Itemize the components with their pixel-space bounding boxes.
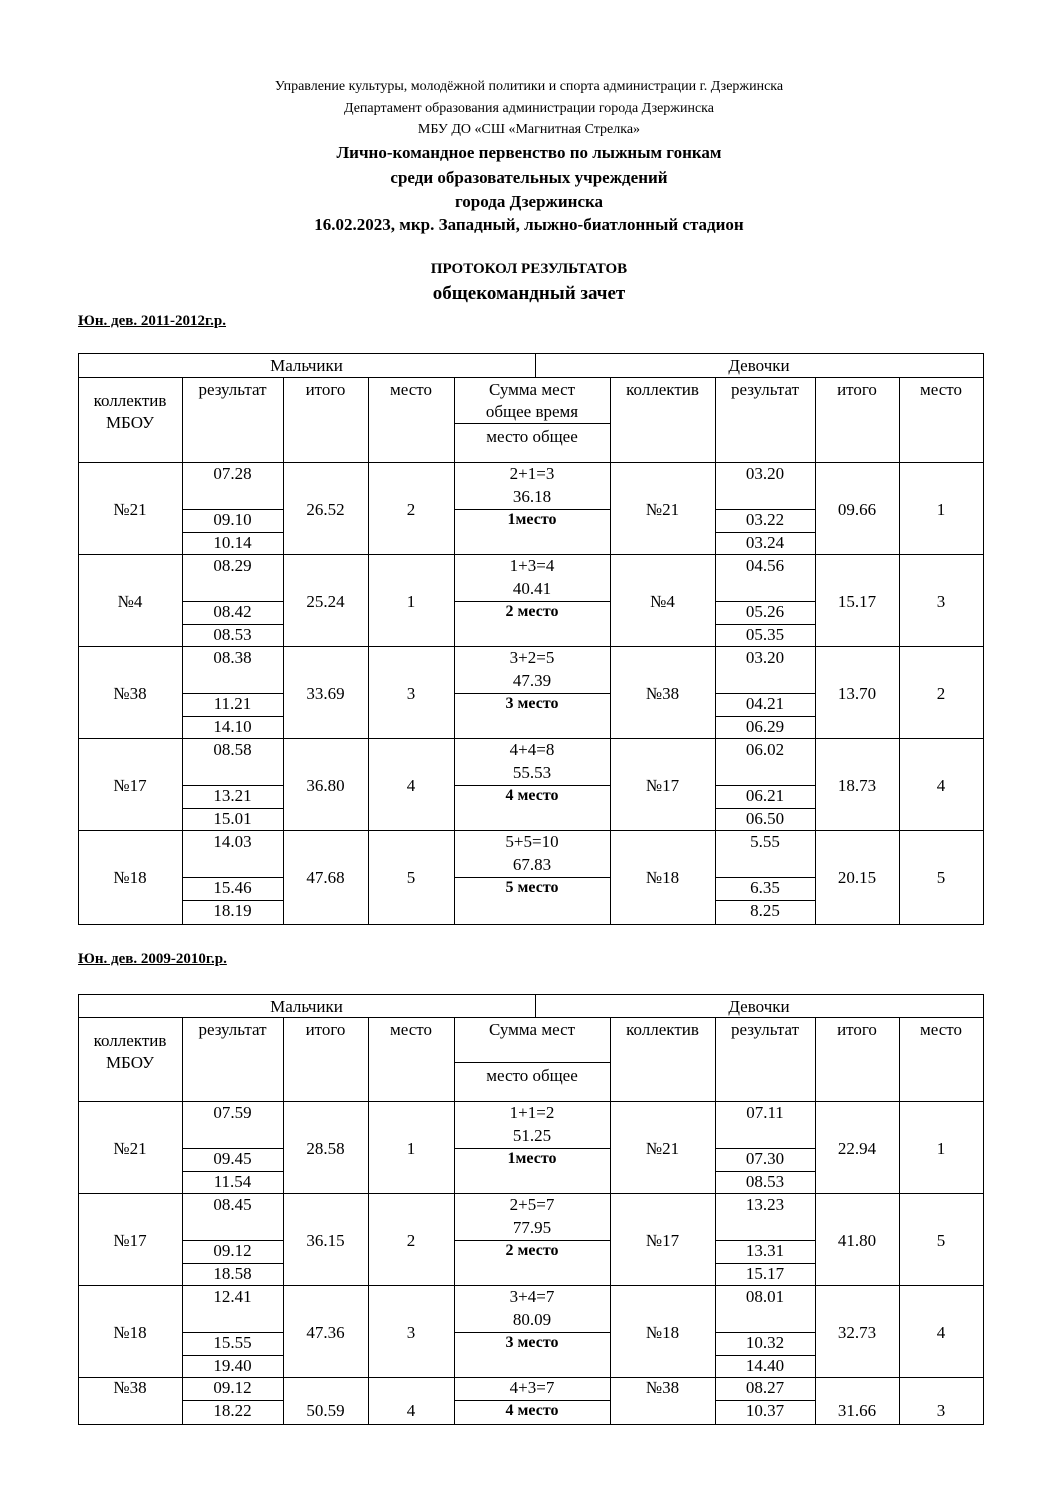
column-header-mesto: место [390,380,432,399]
boys-place: 5 [406,868,416,887]
table-rule [182,716,284,717]
column-header-summa-mest: Сумма мест [488,1020,576,1039]
sum-of-places: 3+2=5 [509,648,555,667]
table-rule [454,693,611,694]
event-date-location: 16.02.2023, мкр. Западный, лыжно-биатлонный стадион [314,215,744,234]
table-rule [899,377,900,925]
table-rule [78,994,79,1425]
girls-place: 3 [936,592,946,611]
girls-result: 10.37 [745,1401,785,1420]
table-rule [983,353,984,925]
boys-total: 28.58 [306,1139,345,1158]
overall-place: 1место [507,1150,557,1167]
column-header-rezultat-girls: результат [730,380,800,399]
girls-result: 10.32 [745,1333,785,1352]
girls-result: 06.21 [745,786,785,805]
boys-place: 3 [406,684,416,703]
girls-result: 5.55 [750,832,780,851]
sum-of-places: 1+3=4 [509,556,555,575]
boys-total: 50.59 [306,1401,345,1420]
column-header-obshchee-vremya: общее время [485,402,579,421]
table-rule [815,1017,816,1425]
table-rule [715,1240,816,1241]
table-rule [454,877,611,878]
table-rule [368,1017,369,1425]
girls-result: 03.20 [745,648,785,667]
table-rule [715,693,816,694]
team-number: №17 [113,776,147,795]
girls-result: 08.01 [745,1287,785,1306]
table-rule [182,900,284,901]
boys-total: 47.36 [306,1323,345,1342]
girls-place: 1 [936,1139,946,1158]
girls-result: 05.35 [745,625,785,644]
column-header-rezultat-girls: результат [730,1020,800,1039]
girls-total: 32.73 [837,1323,877,1342]
table-rule [715,601,816,602]
girls-result: 06.29 [745,717,785,736]
boys-result: 07.28 [213,464,252,483]
girls-total: 22.94 [837,1139,877,1158]
girls-place: 5 [936,868,946,887]
boys-result: 13.21 [213,786,252,805]
total-time: 77.95 [512,1218,552,1237]
boys-place: 3 [406,1323,416,1342]
column-header-itogo-girls: итого [837,1020,877,1039]
boys-place: 4 [406,1401,416,1420]
boys-result: 14.10 [213,717,252,736]
table-rule [182,509,284,510]
total-time: 36.18 [512,487,552,506]
table-rule [182,808,284,809]
boys-result: 11.21 [213,694,252,713]
table-rule [715,1171,816,1172]
org-line-1: Управление культуры, молодёжной политики и спорта администрации г. Дзержинска [274,79,784,94]
girls-total: 41.80 [837,1231,877,1250]
table-rule [454,1017,455,1425]
column-header-mesto-girls: место [920,380,962,399]
table-rule [454,785,611,786]
table-rule [368,377,369,925]
girls-place: 5 [936,1231,946,1250]
girls-result: 15.17 [745,1264,785,1283]
boys-place: 2 [406,500,416,519]
boys-place: 1 [406,1139,416,1158]
table-rule [454,1148,611,1149]
column-header-rezultat: результат [198,380,267,399]
girls-result: 08.27 [745,1378,785,1397]
girls-team-number: №18 [645,868,680,887]
table-rule [182,1148,284,1149]
event-title-line-2: среди образовательных учреждений [390,168,668,187]
column-header-itogo: итого [305,1020,346,1039]
table-rule [715,1148,816,1149]
sum-of-places: 4+4=8 [509,740,555,759]
table-rule [283,1017,284,1425]
girls-total: 13.70 [837,684,877,703]
team-number: №18 [113,868,147,887]
table-rule [78,353,984,354]
table-rule [78,353,79,925]
column-header-summa-mest: Сумма мест [488,380,576,399]
sum-of-places: 1+1=2 [509,1103,555,1122]
column-header-itogo-girls: итого [837,380,877,399]
girls-team-number: №18 [645,1323,680,1342]
table-rule [454,377,455,925]
column-header-rezultat: результат [198,1020,267,1039]
team-number: №18 [113,1323,147,1342]
table-rule [715,1263,816,1264]
boys-group-header: Мальчики [270,996,343,1016]
table-rule [815,377,816,925]
boys-result: 08.53 [213,625,252,644]
column-header-kollektiv: коллектив МБОУ [93,1031,167,1072]
total-time: 55.53 [512,763,552,782]
table-rule [715,1332,816,1333]
girls-place: 2 [936,684,946,703]
girls-total: 15.17 [837,592,877,611]
table-rule [78,1017,984,1018]
table-rule [454,1062,611,1063]
girls-result: 03.22 [745,510,785,529]
boys-group-header: Мальчики [270,356,343,375]
table-rule [182,877,284,878]
table-rule [610,1017,611,1425]
org-line-3: МБУ ДО «СШ «Магнитная Стрелка» [417,122,641,137]
girls-result: 03.24 [745,533,785,552]
boys-result: 18.22 [213,1401,252,1420]
team-number: №38 [113,684,147,703]
table-rule [182,601,284,602]
table-rule [715,1355,816,1356]
girls-result: 03.20 [745,464,785,483]
table-rule [454,601,611,602]
girls-result: 8.25 [750,901,780,920]
girls-result: 06.02 [745,740,785,759]
boys-total: 25.24 [306,592,345,611]
girls-team-number: №38 [645,1378,680,1397]
team-number: №4 [117,592,143,611]
total-time: 51.25 [512,1126,552,1145]
girls-team-number: №38 [645,684,680,703]
column-header-kollektiv-girls: коллектив [626,380,699,399]
boys-total: 36.80 [306,776,345,795]
girls-result: 14.40 [745,1356,785,1375]
boys-result: 18.19 [213,901,252,920]
boys-result: 09.10 [213,510,252,529]
table-rule [182,1355,284,1356]
team-number: №38 [113,1378,147,1397]
event-title-line-3: города Дзержинска [454,192,604,211]
boys-total: 47.68 [306,868,345,887]
table-rule [715,808,816,809]
overall-place: 2 место [505,1242,559,1259]
boys-result: 14.03 [213,832,252,851]
column-header-mesto: место [390,1020,432,1039]
overall-place: 4 место [505,1402,559,1419]
girls-result: 07.11 [746,1103,784,1122]
total-time: 47.39 [512,671,552,690]
total-time: 67.83 [512,855,552,874]
table-rule [899,1017,900,1425]
boys-place: 4 [406,776,416,795]
table-rule [454,423,611,424]
girls-result: 13.31 [745,1241,785,1260]
table-rule [715,1017,716,1425]
total-time: 80.09 [512,1310,552,1329]
table-rule [715,1400,816,1401]
boys-result: 11.54 [213,1172,252,1191]
table-rule [715,877,816,878]
boys-total: 36.15 [306,1231,345,1250]
boys-result: 10.14 [213,533,252,552]
section-label-2011-2012: Юн. дев. 2011-2012г.р. [78,313,227,329]
table-rule [715,377,716,925]
girls-total: 31.66 [837,1401,877,1420]
table-rule [983,994,984,1425]
table-rule [283,377,284,925]
section-label-2009-2010: Юн. дев. 2009-2010г.р. [78,951,227,967]
boys-result: 19.40 [213,1356,252,1375]
boys-result: 15.01 [213,809,252,828]
girls-result: 07.30 [745,1149,785,1168]
table-rule [715,785,816,786]
table-rule [182,1171,284,1172]
boys-result: 08.29 [213,556,252,575]
boys-result: 15.46 [213,878,252,897]
protocol-title: ПРОТОКОЛ РЕЗУЛЬТАТОВ [430,261,628,277]
sum-of-places: 5+5=10 [505,832,559,851]
girls-total: 09.66 [837,500,877,519]
table-rule [610,377,611,925]
table-rule [182,1263,284,1264]
table-rule [182,377,183,925]
table-rule [182,1332,284,1333]
table-rule [182,1400,284,1401]
table-rule [78,377,984,378]
table-rule [454,509,611,510]
team-number: №17 [113,1231,147,1250]
girls-total: 20.15 [837,868,877,887]
girls-place: 4 [936,776,946,795]
column-header-itogo: итого [305,380,346,399]
boys-result: 09.45 [213,1149,252,1168]
table-rule [454,1332,611,1333]
boys-result: 07.59 [213,1103,252,1122]
girls-place: 4 [936,1323,946,1342]
sum-of-places: 3+4=7 [509,1287,555,1306]
overall-place: 1место [507,511,557,528]
boys-place: 1 [406,592,416,611]
boys-result: 08.42 [213,602,252,621]
overall-place: 3 место [505,695,559,712]
boys-result: 08.45 [213,1195,252,1214]
event-title-line-1: Лично-командное первенство по лыжным гонкам [336,143,722,162]
org-line-2: Департамент образования администрации города Дзержинска [343,101,714,116]
overall-place: 3 место [505,1334,559,1351]
table-rule [715,716,816,717]
overall-place: 5 место [505,879,559,896]
girls-result: 08.53 [745,1172,785,1191]
table-rule [715,624,816,625]
boys-result: 12.41 [213,1287,252,1306]
team-number: №21 [113,500,147,519]
overall-place: 2 место [505,603,559,620]
table-rule [715,509,816,510]
girls-group-header: Девочки [728,996,790,1016]
protocol-subtitle: общекомандный зачет [432,283,626,304]
girls-place: 3 [936,1401,946,1420]
table-rule [182,693,284,694]
boys-result: 08.38 [213,648,252,667]
boys-result: 08.58 [213,740,252,759]
girls-result: 04.21 [745,694,785,713]
table-rule [182,1240,284,1241]
boys-result: 18.58 [213,1264,252,1283]
table-rule [182,1017,183,1425]
girls-total: 18.73 [837,776,877,795]
boys-total: 33.69 [306,684,345,703]
girls-result: 13.23 [745,1195,785,1214]
girls-team-number: №17 [645,1231,680,1250]
girls-result: 05.26 [745,602,785,621]
girls-team-number: №4 [650,592,675,611]
table-rule [182,785,284,786]
table-rule [78,924,984,925]
table-rule [715,900,816,901]
boys-place: 2 [406,1231,416,1250]
girls-team-number: №21 [645,1139,680,1158]
team-number: №21 [113,1139,147,1158]
boys-result: 09.12 [213,1378,252,1397]
sum-of-places: 2+1=3 [509,464,555,483]
column-header-mesto-girls: место [920,1020,962,1039]
sum-of-places: 4+3=7 [509,1378,555,1397]
table-rule [454,1400,611,1401]
total-time: 40.41 [512,579,552,598]
girls-team-number: №17 [645,776,680,795]
girls-result: 06.50 [745,809,785,828]
table-rule [78,1424,984,1425]
sum-of-places: 2+5=7 [509,1195,555,1214]
table-rule [715,532,816,533]
boys-result: 09.12 [213,1241,252,1260]
boys-total: 26.52 [306,500,345,519]
column-header-kollektiv: коллектив МБОУ [93,391,167,432]
girls-result: 6.35 [750,878,780,897]
column-header-mesto-obshchee: место общее [486,427,578,446]
column-header-kollektiv-girls: коллектив [626,1020,699,1039]
boys-result: 15.55 [213,1333,252,1352]
overall-place: 4 место [505,787,559,804]
girls-group-header: Девочки [728,356,790,375]
girls-place: 1 [936,500,946,519]
column-header-mesto-obshchee: место общее [486,1066,578,1085]
girls-team-number: №21 [645,500,680,519]
girls-result: 04.56 [745,556,785,575]
table-rule [182,624,284,625]
table-rule [454,1240,611,1241]
table-rule [182,532,284,533]
